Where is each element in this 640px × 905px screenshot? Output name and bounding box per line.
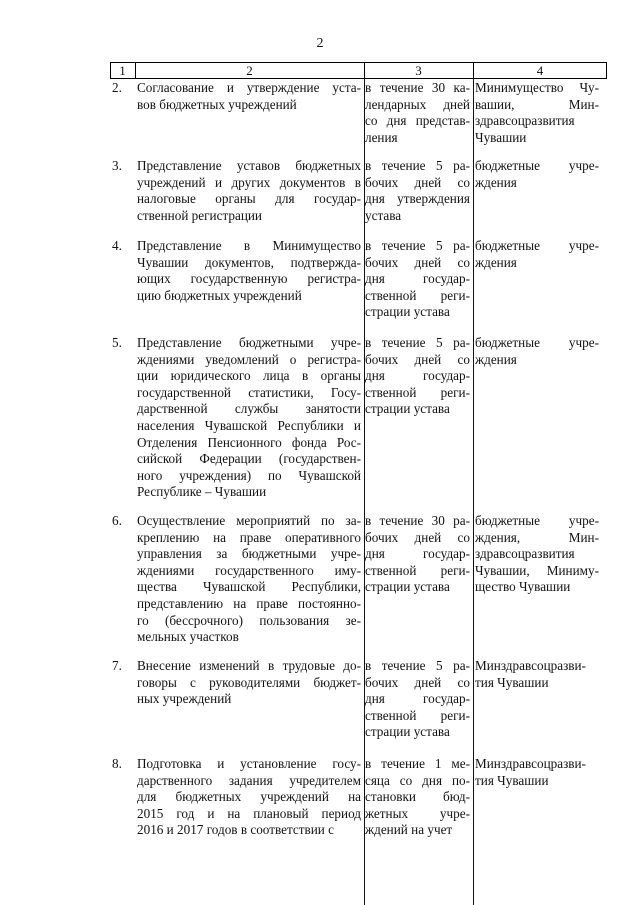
task-description-line: Республике – Чувашии — [137, 484, 267, 500]
task-description-line: Представление уставов бюджетных — [137, 158, 361, 173]
row-number: 8. — [112, 756, 122, 771]
deadline-line: ления — [365, 129, 398, 145]
responsible — [475, 658, 599, 691]
deadline-line: в течение 5 ра- — [365, 658, 470, 673]
task-description-line: представлению на праве постоянно- — [137, 595, 361, 611]
task-description-line: ственной регистрации — [137, 207, 262, 223]
deadline-line: в течение 30 ра- — [365, 513, 470, 528]
task-description-line: ждениями уведомлений о регистра- — [137, 351, 361, 367]
task-description-line: Отделения Пенсионного фонда Рос- — [137, 434, 361, 450]
responsible-line: вашии, Мин- — [475, 96, 599, 112]
responsible-line: здравсоцразвития — [475, 546, 575, 562]
task-description — [137, 238, 361, 304]
deadline-line: в течение 5 ра- — [365, 238, 470, 253]
deadline-line: страции устава — [365, 724, 450, 740]
task-description-line: управления за бюджетными учре- — [137, 546, 361, 562]
responsible-line: бюджетные учре- — [475, 158, 599, 173]
deadline-line: сяца со дня по- — [365, 772, 470, 788]
deadline-line: бочих дней со — [365, 174, 470, 190]
row-number: 7. — [112, 658, 122, 673]
task-description-line: дарственной службы занятости — [137, 401, 361, 417]
responsible-line: ждения — [475, 174, 517, 190]
task-description-line: 2016 и 2017 годов в соответствии с — [137, 822, 335, 838]
responsible-line: щество Чувашии — [475, 579, 571, 595]
responsible-line: Чувашии — [475, 129, 527, 145]
row-number: 4. — [112, 238, 122, 253]
task-description-line: населения Чувашской Республики и — [137, 417, 361, 433]
responsible-line: ждения — [475, 254, 517, 270]
responsible-line: Чувашии, Миниму- — [475, 562, 599, 578]
responsible — [475, 158, 599, 191]
task-description-line: говоры с руководителями бюджет- — [137, 674, 361, 690]
responsible-line: тия Чувашии — [475, 674, 549, 690]
task-description-line: сийской Федерации (государствен- — [137, 451, 361, 467]
responsible — [475, 335, 599, 368]
task-description-line: ждениями государственного иму- — [137, 562, 361, 578]
task-description-line: ющих государственную регистра- — [137, 271, 361, 287]
row-number: 5. — [112, 335, 122, 350]
responsible — [475, 80, 599, 146]
responsible-line: Минздравсоцразви- — [475, 756, 586, 771]
deadline-line: жетных учре- — [365, 805, 470, 821]
deadline-line: в течение 5 ра- — [365, 158, 470, 173]
task-description-line: ного учреждения) по Чувашской — [137, 467, 361, 483]
task-description-line: го (бессрочного) пользования зе- — [137, 612, 361, 628]
deadline-line: бочих дней со — [365, 351, 470, 367]
deadline-line: становки бюд- — [365, 789, 470, 805]
deadline — [365, 756, 470, 839]
deadline — [365, 238, 470, 321]
deadline — [365, 513, 470, 596]
deadline-line: в течение 5 ра- — [365, 335, 470, 350]
task-description-line: для бюджетных учреждений на — [137, 789, 361, 805]
deadline-line: дня утверждения — [365, 191, 470, 207]
deadline-line: ственной реги- — [365, 384, 470, 400]
responsible — [475, 513, 599, 596]
task-description-line: Подготовка и установление госу- — [137, 756, 361, 771]
task-description-line: Представление бюджетными учре- — [137, 335, 361, 350]
page-number: 2 — [316, 36, 324, 51]
deadline-line: дня государ- — [365, 546, 470, 562]
deadline — [365, 158, 470, 224]
responsible-line: здравсоцразвития — [475, 113, 575, 129]
header-col-2: 2 — [246, 63, 253, 78]
deadline-line: страции устава — [365, 579, 450, 595]
deadline — [365, 658, 470, 741]
responsible-line: бюджетные учре- — [475, 238, 599, 253]
deadline-line: ственной реги- — [365, 287, 470, 303]
deadline-line: дня государ- — [365, 368, 470, 384]
deadline-line: устава — [365, 207, 402, 223]
deadline-line: в течение 30 ка- — [365, 80, 470, 95]
task-description-line: Согласование и утверждение уста- — [137, 80, 361, 95]
deadline-line: страции устава — [365, 401, 450, 417]
task-description-line: ных учреждений — [137, 691, 232, 707]
task-description — [137, 80, 361, 113]
task-description-line: налоговые органы для государ- — [137, 191, 361, 207]
header-col-3: 3 — [415, 63, 422, 78]
header-col-1: 1 — [119, 63, 126, 78]
deadline-line: ственной реги- — [365, 562, 470, 578]
task-description-line: Осуществление мероприятий по за- — [137, 513, 361, 528]
task-description-line: ции юридического лица в органы — [137, 368, 361, 384]
task-description-line: Чувашии документов, подтвержда- — [137, 254, 361, 270]
deadline — [365, 335, 470, 418]
task-description — [137, 658, 361, 708]
task-description — [137, 335, 361, 501]
task-description-line: щества Чувашской Республики, — [137, 579, 361, 595]
header-col-4: 4 — [536, 63, 544, 78]
task-description-line: Представление в Минимущество — [137, 238, 361, 253]
responsible-line: тия Чувашии — [475, 772, 549, 788]
responsible-line: Минимущество Чу- — [475, 80, 599, 95]
deadline-line: бочих дней со — [365, 674, 470, 690]
deadline-line: в течение 1 ме- — [365, 756, 470, 771]
row-number: 6. — [112, 513, 122, 528]
deadline-line: со дня представ- — [365, 113, 470, 129]
task-description-line: цию бюджетных учреждений — [137, 287, 302, 303]
task-description — [137, 513, 361, 646]
deadline-line: ственной реги- — [365, 707, 470, 723]
task-description-line: вов бюджетных учреждений — [137, 96, 297, 112]
responsible-line: Минздравсоцразви- — [475, 658, 586, 673]
deadline-line: лендарных дней — [365, 96, 470, 112]
responsible — [475, 756, 599, 789]
responsible-line: бюджетные учре- — [475, 513, 599, 528]
task-description-line: 2015 год и на плановый период — [137, 805, 361, 821]
row-number: 2. — [112, 80, 122, 95]
task-description-line: Внесение изменений в трудовые до- — [137, 658, 361, 673]
responsible-line: ждения, Мин- — [475, 529, 599, 545]
deadline-line: бочих дней со — [365, 254, 470, 270]
task-description-line: государственной статистики, Госу- — [137, 384, 361, 400]
table-header — [110, 62, 607, 79]
deadline-line: бочих дней со — [365, 529, 470, 545]
task-description-line: учреждений и других документов в — [137, 174, 361, 190]
task-description — [137, 756, 361, 839]
row-number: 3. — [112, 158, 122, 173]
task-description-line: мельных участков — [137, 629, 239, 645]
responsible-line: ждения — [475, 351, 517, 367]
deadline-line: страции устава — [365, 304, 450, 320]
task-description-line: дарственного задания учредителем — [137, 772, 361, 788]
deadline-line: дня государ- — [365, 271, 470, 287]
deadline-line: ждений на учет — [365, 822, 453, 838]
deadline — [365, 80, 470, 146]
responsible — [475, 238, 599, 271]
column-divider — [473, 77, 474, 905]
deadline-line: дня государ- — [365, 691, 470, 707]
responsible-line: бюджетные учре- — [475, 335, 599, 350]
task-description — [137, 158, 361, 224]
task-description-line: креплению на праве оперативного — [137, 529, 361, 545]
